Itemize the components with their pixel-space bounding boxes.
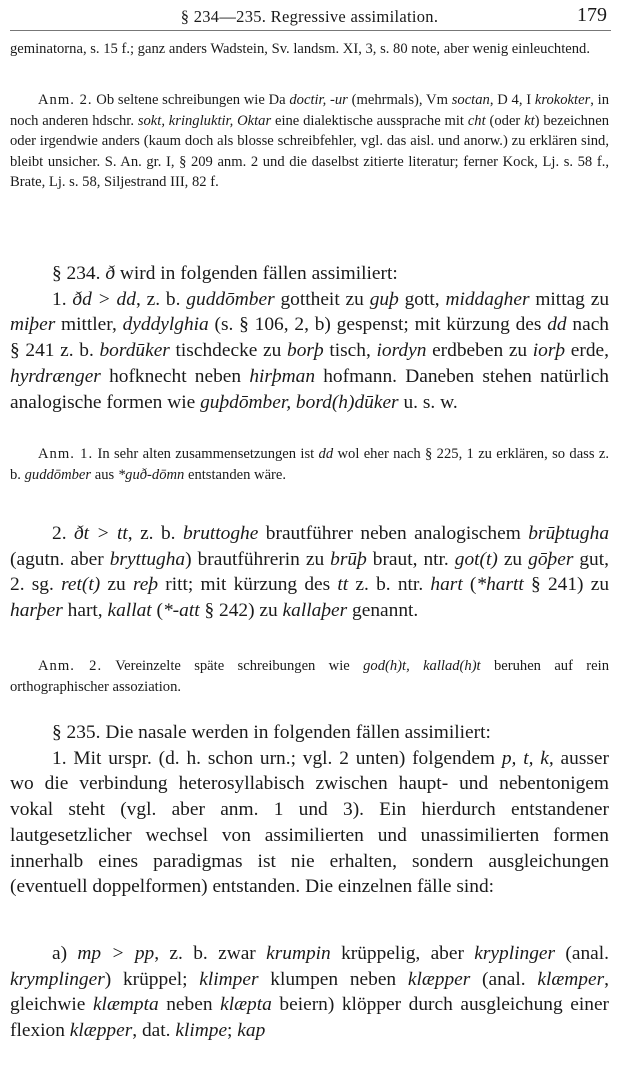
section-234-item-2-text: 2. ðt > tt, z. b. bruttoghe brautführer neben analogischem brūþtugha (agutn. aber bryttugha) brautführerin zu brūþ braut, ntr. got(t) zu gōþer gut, 2. sg. ret(t) zu reþ ritt; mit kürzung des tt z. b. ntr. hart (*hartt § 241) zu harþer hart, kallat (*-att § 242) zu kallaþer genannt. — [10, 523, 610, 622]
continuation-paragraph — [10, 39, 609, 60]
note-label: Anm. 1. — [38, 446, 94, 462]
note-label: Anm. 2. — [38, 658, 103, 674]
continuation-text: geminatorna, s. 15 f.; ganz anders Wadstein, Sv. landsm. XI, 3, s. 80 note, aber wenig einleuchtend. — [10, 41, 591, 57]
header-rule — [10, 30, 611, 31]
note-text: Anm. 1. In sehr alten zusammensetzungen ist dd wol eher nach § 225, 1 zu erklären, so dass z. b. guddōmber aus *guð-dōmn entstanden wäre. — [10, 446, 609, 483]
section-234 — [10, 261, 609, 415]
note-anm-2-top — [10, 90, 609, 193]
note-anm-2 — [10, 656, 609, 697]
section-234-heading: § 234. ð wird in folgenden fällen assimiliert: — [52, 263, 398, 284]
section-235-heading: § 235. Die nasale werden in folgenden fällen assimiliert: — [52, 722, 491, 743]
section-234-item-2 — [10, 521, 609, 624]
section-235 — [10, 720, 609, 900]
section-235-item-1: 1. Mit urspr. (d. h. schon urn.; vgl. 2 unten) folgendem p, t, k, ausser wo die verbindung heterosyllabisch zwischen haupt- und nebentonigem vokal steht (vgl. aber anm. 1 und 3). Ein hierdurch entstandener lautgesetzlicher wechsel von assimilierten und unassimilierten formen innerhalb eines paradigmas ist nie erhalten, sondern ausgleichungen (eventuell doppelformen) entstanden. Die einzelnen fälle sind: — [10, 747, 609, 898]
note-text: Anm. 2. Ob seltene schreibungen wie Da doctir, -ur (mehrmals), Vm soctan, D 4, I krokokter, in noch anderen hdschr. sokt, kringluktir, Oktar eine dialektische aussprache mit cht (oder kt) bezeichnen oder irgendwie anders (kaum doch als blosse schreibfehler, vgl. das aisl. und anorw.) zu erklären sind, bleibt unsicher. S. An. gr. I, § 209 anm. 2 und die daselbst zitierte literatur; ferner Kock, Lj. s. 58 f., Brate, Lj. s. 58, Siljestrand III, 82 f. — [10, 92, 610, 191]
running-title: § 234—235. Regressive assimilation. — [180, 7, 439, 26]
note-label: Anm. 2. — [38, 92, 93, 108]
note-text: Anm. 2. Vereinzelte späte schreibungen wie god(h)t, kallad(h)t beruhen auf rein orthographischer assoziation. — [10, 658, 609, 695]
section-234-item-1: 1. ðd > dd, z. b. guddōmber gottheit zu guþ gott, middagher mittag zu miþer mittler, dyddylghia (s. § 106, 2, b) gespenst; mit kürzung des dd nach § 241 z. b. bordūker tischdecke zu borþ tisch, iordyn erdbeben zu iorþ erde, hyrdrænger hofknecht neben hirþman hofmann. Daneben stehen natürlich analogische formen wie guþdōmber, bord(h)dūker u. s. w. — [10, 288, 610, 413]
note-anm-1 — [10, 444, 609, 485]
section-235-item-a-text: a) mp > pp, z. b. zwar krumpin krüppelig, aber kryplinger (anal. krymplinger) krüppel; klimper klumpen neben klæpper (anal. klæmper, gleichwie klæmpta neben klæpta beiern) klöpper durch ausgleichung einer flexion klæpper, dat. klimpe; kap — [10, 943, 610, 1042]
running-header — [8, 4, 611, 28]
section-235-item-a — [10, 941, 609, 1044]
page-number: 179 — [577, 4, 607, 26]
